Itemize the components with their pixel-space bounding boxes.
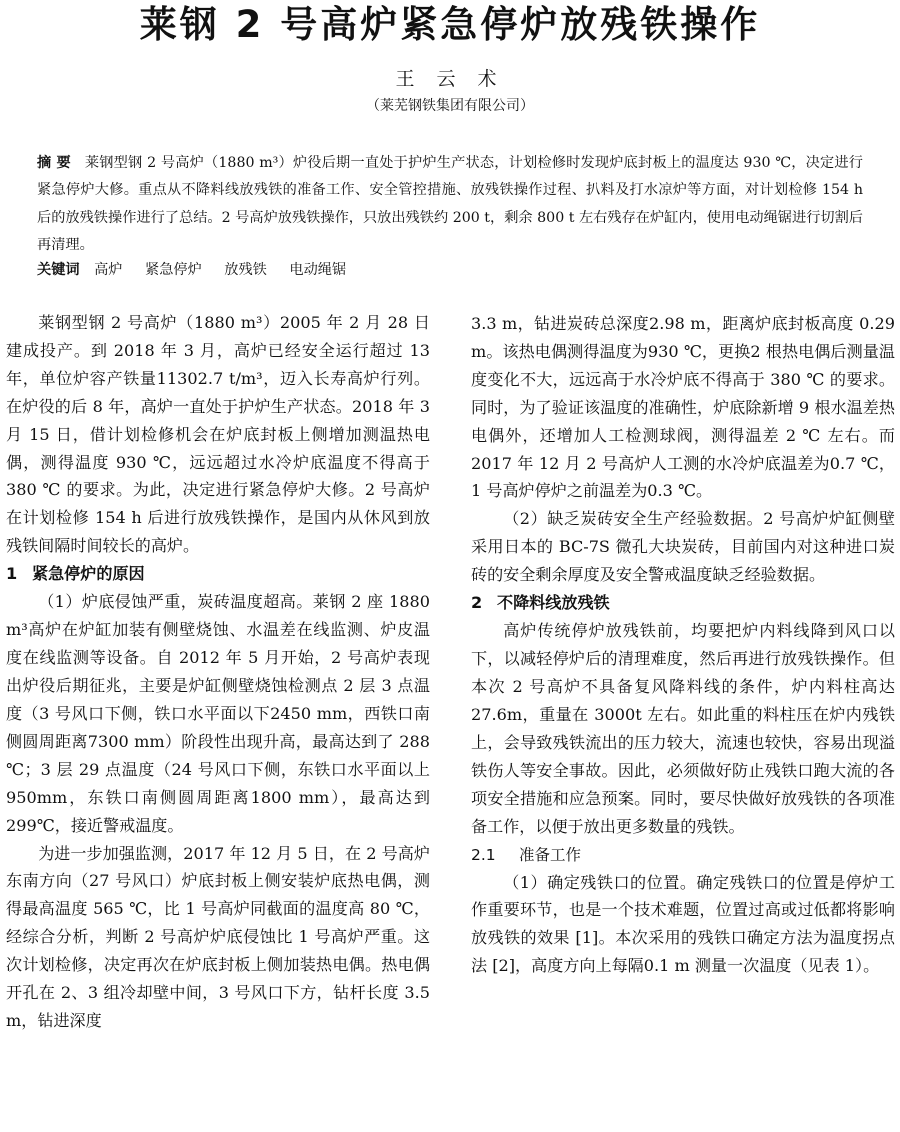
body-paragraph: 3.3 m，钻进炭砖总深度2.98 m，距离炉底封板高度 0.29 m。该热电偶测得温度为930 ℃，更换2 根热电偶后测量温度变化不大，远远高于水冷炉底不得高于 380 ℃ 的要求。同时，为了验证该温度的准确性，炉底除新增 9 根水温差热电偶外，还增加人工检测球阀，测得温差 2 ℃ 左右。而 2017 年 12 月 2 号高炉人工测的水冷炉底温差为0.7 ℃，1 号高炉停炉之前温差为0.3 ℃。 bbox=[471, 314, 895, 501]
section-title: 紧急停炉的原因 bbox=[32, 564, 145, 584]
abstract-text: 莱钢型钢 2 号高炉（1880 m³）炉役后期一直处于护炉生产状态，计划检修时发现炉底封板上的温度达 930 ℃，决定进行紧急停炉大修。重点从不降料线放残铁的准备工作、安全管控措施、放残铁操作过程、扒料及打水凉炉等方面，对计划检修 154 h 后的放残铁操作进行了总结。2 号高炉放残铁操作，只放出残铁约 200 t，剩余 800 t 左右残存在炉缸内，使用电动绳锯进行切割后再清理。 bbox=[37, 155, 863, 254]
body-paragraph: （1）确定残铁口的位置。确定残铁口的位置是停炉工作重要环节，也是一个技术难题，位置过高或过低都将影响放残铁的效果 [1]。本次采用的残铁口确定方法为温度拐点法 [2]，高度方向上每隔0.1 m 测量一次温度（见表 1）。 bbox=[471, 872, 895, 976]
subsection-number: 2.1 bbox=[471, 845, 496, 864]
keyword-item: 高炉 bbox=[94, 262, 123, 278]
section-heading bbox=[471, 589, 895, 617]
keyword-item: 紧急停炉 bbox=[145, 262, 202, 278]
body-paragraph: （1）炉底侵蚀严重，炭砖温度超高。莱钢 2 座 1880 m³高炉在炉缸加装有侧壁烧蚀、水温差在线监测、炉皮温度在线监测等设备。自 2012 年 5 月开始，2 号高炉表现出炉役后期征兆，主要是炉缸侧壁烧蚀检测点 2 层 3 点温度（3 号风口下侧，铁口水平面以下2450 mm，西铁口南侧圆周距离7300 mm）阶段性出现升高，最高达到了 288 ℃；3 层 29 点温度（24 号风口下侧，东铁口水平面以上 950mm，东铁口南侧圆周距离1800 mm），最高达到 299℃，接近警戒温度。 bbox=[6, 592, 430, 835]
paper-title: 莱钢 2 号高炉紧急停炉放残铁操作 bbox=[139, 3, 761, 46]
section-number: 1 bbox=[6, 564, 18, 584]
body-paragraph: 为进一步加强监测，2017 年 12 月 5 日，在 2 号高炉东南方向（27 号风口）炉底封板上侧安装炉底热电偶，测得最高温度 565 ℃，比 1 号高炉同截面的温度高 80 ℃，经综合分析，判断 2 号高炉炉底侵蚀比 1 号高炉严重。这次计划检修，决定再次在炉底封板上侧加装热电偶。热电偶开孔在 2、3 组冷却壁中间，3 号风口下方，钻杆长度 3.5 m，钻进深度 bbox=[6, 843, 430, 1030]
abstract-label: 摘 要 bbox=[37, 155, 71, 171]
subsection-heading bbox=[471, 841, 895, 869]
body-column-left bbox=[6, 309, 430, 1035]
author-affiliation: （莱芜钢铁集团有限公司） bbox=[366, 98, 534, 114]
subsection-title: 准备工作 bbox=[519, 845, 582, 864]
body-column-right bbox=[471, 310, 895, 980]
body-paragraph: 高炉传统停炉放残铁前，均要把炉内料线降到风口以下，以减轻停炉后的清理难度，然后再进行放残铁操作。但本次 2 号高炉不具备复风降料线的条件，炉内料柱高达 27.6m，重量在 3000t 左右。如此重的料柱压在炉内残铁上，会导致残铁流出的压力较大，流速也较快，容易出现溢铁伤人等安全事故。因此，必须做好防止残铁口跑大流的各项安全措施和应急预案。同时，要尽快做好放残铁的各项准备工作，以便于放出更多数量的残铁。 bbox=[471, 621, 895, 836]
keywords-label: 关键词 bbox=[37, 262, 80, 278]
section-title: 不降料线放残铁 bbox=[497, 593, 610, 613]
body-paragraph: 莱钢型钢 2 号高炉（1880 m³）2005 年 2 月 28 日建成投产。到 2018 年 3 月，高炉已经安全运行超过 13 年，单位炉容产铁量11302.7 t/m³，迈入长寿高炉行列。在炉役的后 8 年，高炉一直处于护炉生产状态。2018 年 3 月 15 日，借计划检修机会在炉底封板上侧增加测温热电偶，测得温度 930 ℃，远远超过水冷炉底温度不得高于 380 ℃ 的要求。为此，决定进行紧急停炉大修。2 号高炉在计划检修 154 h 后进行放残铁操作，是国内从休风到放残铁间隔时间较长的高炉。 bbox=[6, 313, 430, 556]
section-heading bbox=[6, 560, 430, 588]
abstract bbox=[37, 150, 863, 260]
section-number: 2 bbox=[471, 593, 483, 613]
keywords bbox=[37, 257, 863, 283]
keyword-item: 放残铁 bbox=[224, 262, 267, 278]
body-paragraph: （2）缺乏炭砖安全生产经验数据。2 号高炉炉缸侧壁采用日本的 BC-7S 微孔大块炭砖，目前国内对这种进口炭砖的安全剩余厚度及安全警戒温度缺乏经验数据。 bbox=[471, 509, 895, 585]
author-name: 王 云 术 bbox=[395, 68, 505, 90]
keyword-item: 电动绳锯 bbox=[289, 262, 347, 278]
